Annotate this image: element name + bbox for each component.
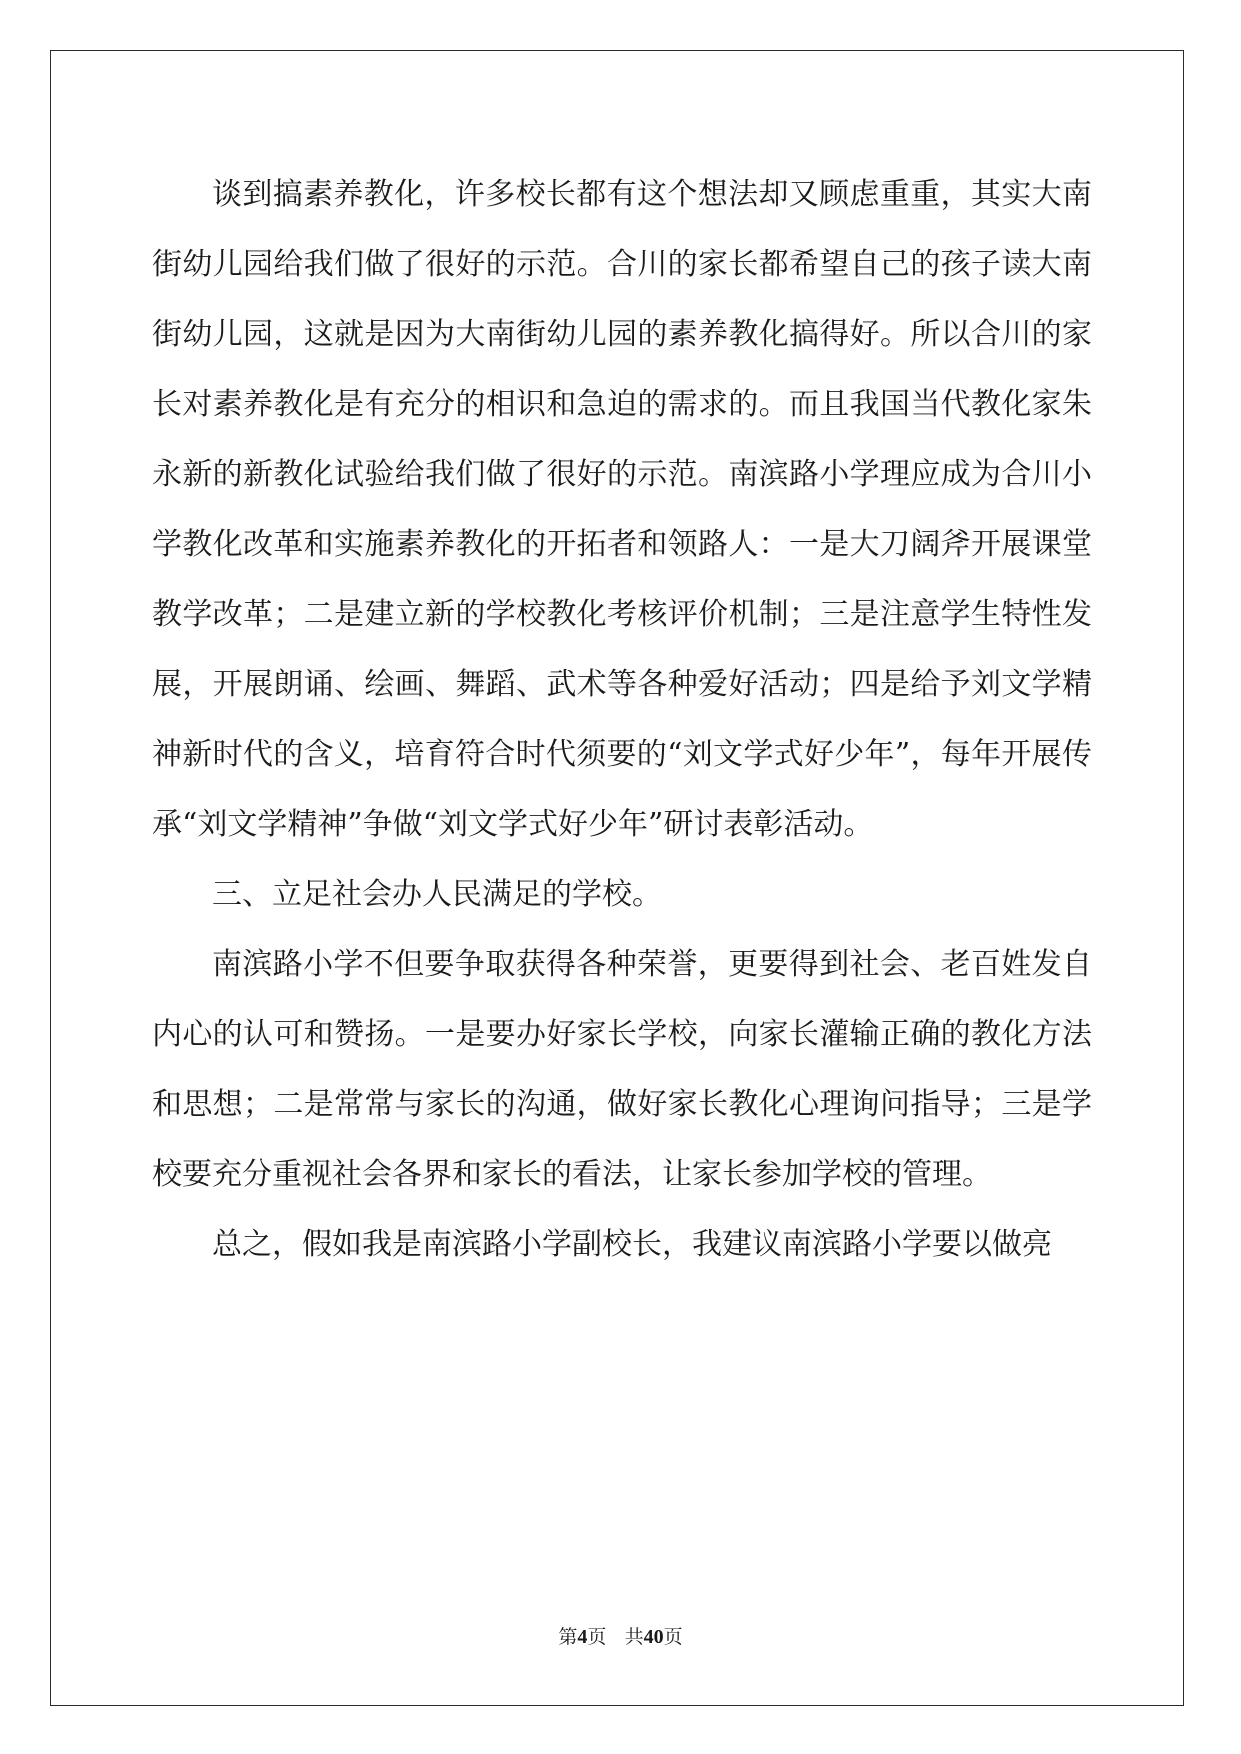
footer-page-suffix: 页 <box>587 1626 607 1648</box>
paragraph-quality-education: 谈到搞素养教化，许多校长都有这个想法却又顾虑重重，其实大南街幼儿园给我们做了很好的示范。合川的家长都希望自己的孩子读大南街幼儿园，这就是因为大南街幼儿园的素养教化搞得好。所以合川的家长对素养教化是有充分的相识和急迫的需求的。而且我国当代教化家朱永新的新教化试验给我们做了很好的示范。南滨路小学理应成为合川小学教化改革和实施素养教化的开拓者和领路人：一是大刀阔斧开展课堂教学改革；二是建立新的学校教化考核评价机制；三是注意学生特性发展，开展朗诵、绘画、舞蹈、武术等各种爱好活动；四是给予刘文学精神新时代的含义，培育符合时代须要的“刘文学式好少年”，每年开展传承“刘文学精神”争做“刘文学式好少年”研讨表彰活动。 <box>152 177 1092 842</box>
footer-total-suffix: 页 <box>663 1626 683 1648</box>
section-heading-three: 三、立足社会办人民满足的学校。 <box>212 877 662 912</box>
footer-total-prefix: 共 <box>624 1626 644 1648</box>
paragraph-conclusion: 总之，假如我是南滨路小学副校长，我建议南滨路小学要以做亮 <box>212 1227 1052 1262</box>
footer-page-number: 4 <box>577 1626 588 1648</box>
footer-prefix: 第 <box>558 1626 578 1648</box>
footer-total-pages: 40 <box>643 1626 664 1648</box>
page-footer <box>0 1622 1241 1649</box>
paragraph-community-recognition: 南滨路小学不但要争取获得各种荣誉，更要得到社会、老百姓发自内心的认可和赞扬。一是要办好家长学校，向家长灌输正确的教化方法和思想；二是常常与家长的沟通，做好家长教化心理询问指导；三是学校要充分重视社会各界和家长的看法，让家长参加学校的管理。 <box>152 947 1092 1192</box>
document-body <box>152 160 1092 1280</box>
